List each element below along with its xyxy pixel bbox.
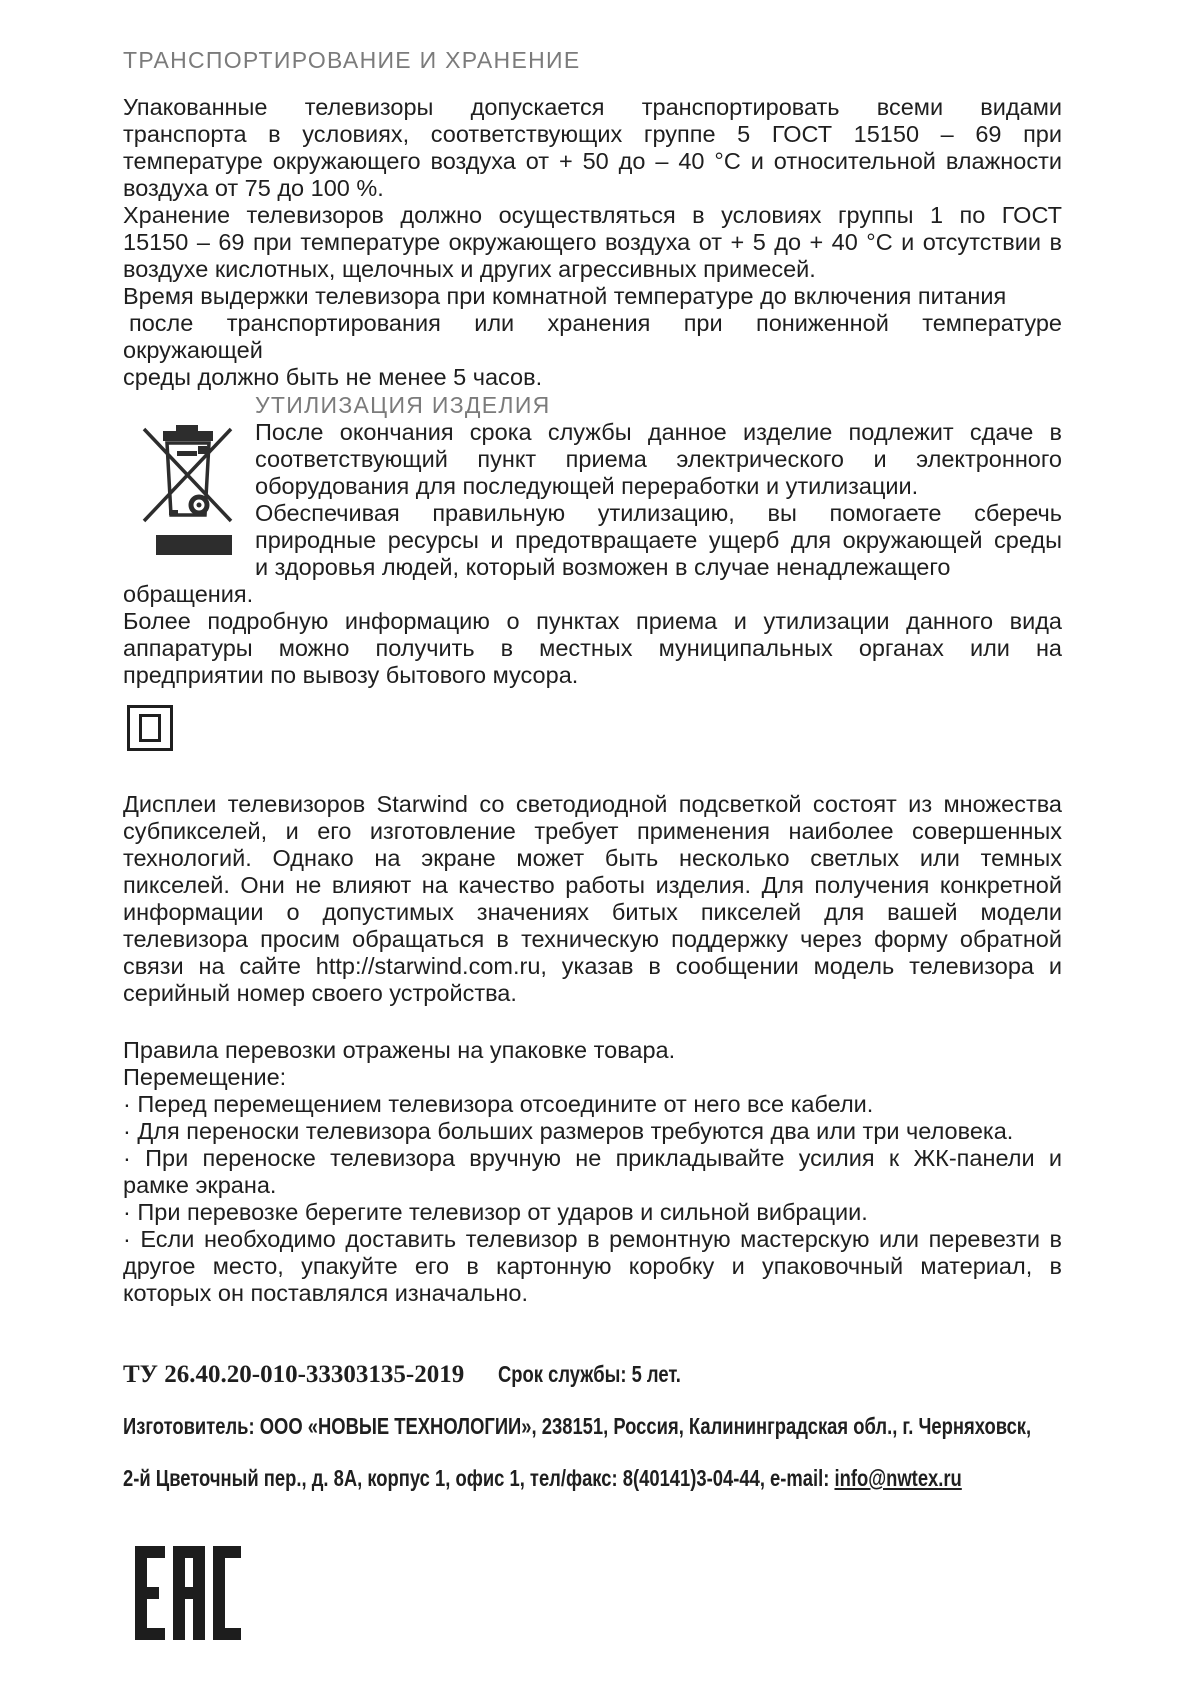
recycling-text-line: и здоровья людей, который возможен в случае ненадлежащего обращения.: [123, 554, 951, 607]
recycling-text-line: соответствующий пункт приема электрического и электронного: [255, 446, 1062, 472]
recycling-text-line: После окончания срока службы данное изделие подлежит сдаче в: [255, 419, 1062, 445]
recycling-text-line: предприятии по вывозу бытового мусора.: [123, 662, 579, 688]
address-text: 2-й Цветочный пер., д. 8А, корпус 1, офис 1, тел/факс: 8(40141)3-04-44, e-mail:: [123, 1465, 835, 1491]
recycling-text-line: аппаратуры можно получить в местных муниципальных органах или на: [123, 635, 1062, 661]
transport-text-line: Время выдержки телевизора при комнатной температуре до включения питания: [123, 283, 1007, 309]
rules-list-item: · Перед перемещением телевизора отсоедините от него все кабели.: [123, 1091, 874, 1117]
transport-text-line: Хранение телевизоров должно осуществляться в условиях группы 1 по ГОСТ: [123, 202, 1062, 228]
manufacturer-text: Изготовитель: ООО «НОВЫЕ ТЕХНОЛОГИИ», 238151, Россия, Калининградская обл., г. Черняховск,: [123, 1413, 1032, 1439]
tu-number: ТУ 26.40.20-010-33303135-2019: [123, 1361, 465, 1388]
pixel-policy-line: серийный номер своего устройства.: [123, 980, 517, 1006]
rules-list-item: рамке экрана.: [123, 1172, 277, 1198]
transport-section-heading: ТРАНСПОРТИРОВАНИЕ И ХРАНЕНИЕ: [123, 47, 581, 73]
transport-section: [123, 94, 1062, 391]
transport-text-line: транспорта в условиях, соответствующих группе 5 ГОСТ 15150 – 69 при: [123, 121, 1062, 147]
rules-subtitle: Перемещение:: [123, 1064, 287, 1090]
transport-text-line: после транспортирования или хранения при пониженной температуре: [129, 310, 1062, 336]
transport-text-line: температуре окружающего воздуха от + 50 до – 40 °С и относительной влажности: [123, 148, 1062, 174]
transport-text-line: Упакованные телевизоры допускается транспортировать всеми видами: [123, 94, 1062, 120]
recycling-section: [123, 419, 1062, 689]
weee-black-bar: [156, 535, 232, 555]
transport-rules-section: [123, 1037, 1062, 1307]
recycling-section-heading: УТИЛИЗАЦИЯ ИЗДЕЛИЯ: [255, 392, 551, 418]
tu-and-service-life-line: [123, 1360, 1062, 1392]
pixel-policy-line: технологий. Однако на экране может быть несколько светлых или темных: [123, 845, 1062, 871]
service-life: Срок службы: 5 лет.: [498, 1361, 682, 1387]
recycling-text-line: Обеспечивая правильную утилизацию, вы помогаете сберечь: [255, 500, 1062, 526]
eac-mark-graphic: [135, 1546, 241, 1640]
pixel-policy-line: Дисплеи телевизоров Starwind со светодиодной подсветкой состоят из множества: [123, 791, 1062, 817]
wheelie-bin-graphic: [140, 421, 235, 525]
pixel-policy-line: телевизора просим обращаться в техническую поддержку через форму обратной: [123, 926, 1062, 952]
recycling-text-line: природные ресурсы и предотвращаете ущерб для окружающей среды: [255, 527, 1062, 553]
rules-list-item: другое место, упакуйте его в картонную коробку и упаковочный материал, в: [123, 1253, 1062, 1279]
pixel-policy-section: [123, 791, 1062, 1007]
email-link[interactable]: info@nwtex.ru: [834, 1465, 962, 1491]
rules-list-item: · Для переноски телевизора больших размеров требуются два или три человека.: [123, 1118, 1014, 1144]
pixel-policy-line: информации о допустимых значениях битых пикселей для вашей модели: [123, 899, 1062, 925]
manufacturer-line-2: [123, 1464, 1062, 1496]
transport-text-line: воздухе кислотных, щелочных и других агрессивных примесей.: [123, 256, 816, 282]
pixel-policy-line: связи на сайте http://starwind.com.ru, указав в сообщении модель телевизора и: [123, 953, 1062, 979]
transport-text-line: среды должно быть не менее 5 часов.: [123, 364, 543, 390]
footer-section: [123, 1360, 1062, 1640]
weee-crossed-out-bin-icon: [140, 421, 235, 555]
transport-text-line: воздуха от 75 до 100 %.: [123, 175, 384, 201]
rules-list-item: · При переноске телевизора вручную не прикладывайте усилия к ЖК-панели и: [123, 1145, 1062, 1171]
square-placeholder-inner: [139, 714, 161, 742]
transport-text-line: окружающей: [123, 337, 263, 363]
eac-conformity-mark: [135, 1546, 1062, 1640]
pixel-policy-line: пикселей. Они не влияют на качество работы изделия. Для получения конкретной: [123, 872, 1062, 898]
rules-list-item: которых он поставлялся изначально.: [123, 1280, 528, 1306]
recycling-text-line: оборудования для последующей переработки и утилизации.: [255, 473, 919, 499]
pixel-policy-line: субпикселей, и его изготовление требует применения наиболее совершенных: [123, 818, 1062, 844]
rules-intro-line: Правила перевозки отражены на упаковке товара.: [123, 1037, 676, 1063]
recycling-text-line: Более подробную информацию о пунктах приема и утилизации данного вида: [123, 608, 1062, 634]
square-placeholder-icon: [127, 705, 173, 751]
manufacturer-line-1: [123, 1412, 1062, 1444]
manufacturer-address-text: [123, 1464, 962, 1492]
transport-text-line: 15150 – 69 при температуре окружающего воздуха от + 5 до + 40 °С и отсутствии в: [123, 229, 1062, 255]
rules-list-item: · При перевозке берегите телевизор от ударов и сильной вибрации.: [123, 1199, 868, 1225]
rules-list-item: · Если необходимо доставить телевизор в ремонтную мастерскую или перевезти в: [123, 1226, 1062, 1252]
